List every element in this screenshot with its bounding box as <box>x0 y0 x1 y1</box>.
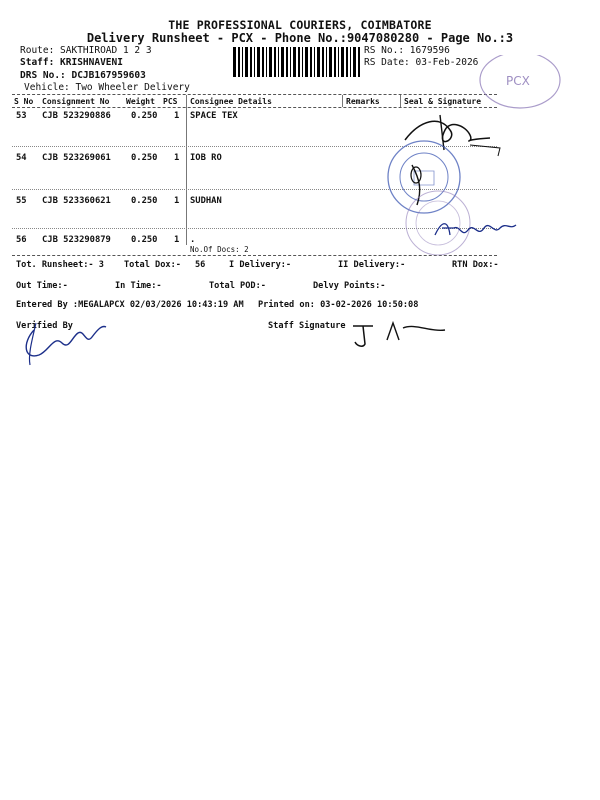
barcode-bar <box>334 47 336 77</box>
header-top-rule <box>12 94 497 95</box>
pcx-stamp <box>470 55 565 115</box>
barcode-bar <box>257 47 260 77</box>
col-seal: Seal & Signature <box>404 97 482 106</box>
i-delivery: I Delivery:- <box>229 260 292 270</box>
staff-signature-label: Staff Signature <box>268 321 346 331</box>
barcode-bar <box>358 47 360 77</box>
drs-number: DRS No.: DCJB167959603 <box>20 70 146 81</box>
col-pcs: PCS <box>163 97 178 106</box>
rtn-dox: RTN Dox:- <box>452 260 499 270</box>
total-dox: Total Dox:- <box>124 260 181 270</box>
barcode-bar <box>317 47 320 77</box>
barcode-bar <box>262 47 264 77</box>
barcode-bar <box>322 47 324 77</box>
delivery-points: Delvy Points:- <box>313 281 386 291</box>
in-time: In Time:- <box>115 281 162 291</box>
barcode-bar <box>269 47 272 77</box>
row-sno: 56 <box>16 235 27 245</box>
barcode-bar <box>238 47 240 77</box>
barcode-bar <box>254 47 255 77</box>
row-pcs: 1 <box>174 111 180 121</box>
barcode-bar <box>338 47 339 77</box>
runsheet-title: Delivery Runsheet - PCX - Phone No.:9047080280 - Page No.:3 <box>86 31 514 45</box>
barcode <box>233 47 361 77</box>
row-separator <box>12 228 497 229</box>
entered-by: Entered By :MEGALAPCX 02/03/2026 10:43:19 AM <box>16 300 244 310</box>
company-name: THE PROFESSIONAL COURIERS, COIMBATORE <box>168 18 432 32</box>
total-pod: Total POD:- <box>209 281 266 291</box>
column-divider <box>400 95 401 107</box>
col-remarks: Remarks <box>346 97 380 106</box>
row-weight: 0.250 <box>131 196 158 206</box>
col-sno: S No <box>14 97 34 106</box>
barcode-bar <box>353 47 356 77</box>
staff-label: Staff: KRISHNAVENI <box>20 57 123 68</box>
total-runsheet: Tot. Runsheet:- 3 <box>16 260 104 270</box>
staff-signature <box>345 318 455 348</box>
seal-signature-1 <box>380 100 510 180</box>
printed-on: Printed on: 03-02-2026 10:50:08 <box>258 300 419 310</box>
consignee-signature <box>430 210 530 250</box>
round-seal <box>398 185 478 260</box>
row-consignee: SPACE TEX <box>190 111 238 121</box>
barcode-bar <box>245 47 248 77</box>
barcode-bar <box>286 47 288 77</box>
rs-date: RS Date: 03-Feb-2026 <box>364 57 479 68</box>
row-consignment: CJB 523290879 <box>42 235 111 245</box>
column-divider <box>342 95 343 107</box>
row-separator <box>12 189 497 190</box>
barcode-bar <box>341 47 344 77</box>
barcode-bar <box>329 47 332 77</box>
barcode-bar <box>302 47 303 77</box>
barcode-bar <box>310 47 312 77</box>
row-pcs: 1 <box>174 235 180 245</box>
row-separator <box>12 146 497 147</box>
barcode-bar <box>305 47 308 77</box>
verified-by-label: Verified By <box>16 321 73 331</box>
column-divider <box>186 95 187 245</box>
docs-count: No.Of Docs: 2 <box>190 245 249 254</box>
barcode-bar <box>314 47 315 77</box>
row-consignee: IOB RO <box>190 153 222 163</box>
row-weight: 0.250 <box>131 111 158 121</box>
totals-rule <box>12 255 497 256</box>
row-consignment: CJB 523269061 <box>42 153 111 163</box>
col-weight: Weight <box>126 97 155 106</box>
pcx-stamp-text: PCX <box>506 74 530 88</box>
vehicle-label: Vehicle: Two Wheeler Delivery <box>24 82 190 93</box>
header-bottom-rule <box>12 107 497 108</box>
barcode-bar <box>233 47 236 77</box>
barcode-bar <box>274 47 276 77</box>
barcode-bar <box>350 47 351 77</box>
barcode-bar <box>290 47 291 77</box>
barcode-bar <box>326 47 327 77</box>
route-label: Route: SAKTHIROAD 1 2 3 <box>20 45 152 56</box>
barcode-bar <box>293 47 296 77</box>
barcode-bar <box>278 47 279 77</box>
barcode-bar <box>298 47 300 77</box>
col-consignment: Consignment No <box>42 97 110 106</box>
bank-seal <box>382 135 472 225</box>
barcode-bar <box>242 47 243 77</box>
row-sno: 55 <box>16 196 27 206</box>
row-weight: 0.250 <box>131 153 158 163</box>
row-pcs: 1 <box>174 153 180 163</box>
row-weight: 0.250 <box>131 235 158 245</box>
total-dox-value: 56 <box>195 260 206 270</box>
row-consignee: . <box>190 235 196 245</box>
ii-delivery: II Delivery:- <box>338 260 406 270</box>
row-consignee: SUDHAN <box>190 196 222 206</box>
row-sno: 53 <box>16 111 27 121</box>
row-pcs: 1 <box>174 196 180 206</box>
row-consignment: CJB 523360621 <box>42 196 111 206</box>
rs-number: RS No.: 1679596 <box>364 45 450 56</box>
barcode-bar <box>281 47 284 77</box>
col-consignee: Consignee Details <box>190 97 272 106</box>
row-consignment: CJB 523290886 <box>42 111 111 121</box>
row-sno: 54 <box>16 153 27 163</box>
out-time: Out Time:- <box>16 281 68 291</box>
barcode-graphic <box>233 47 361 77</box>
barcode-bar <box>250 47 252 77</box>
barcode-bar <box>266 47 267 77</box>
barcode-bar <box>346 47 348 77</box>
